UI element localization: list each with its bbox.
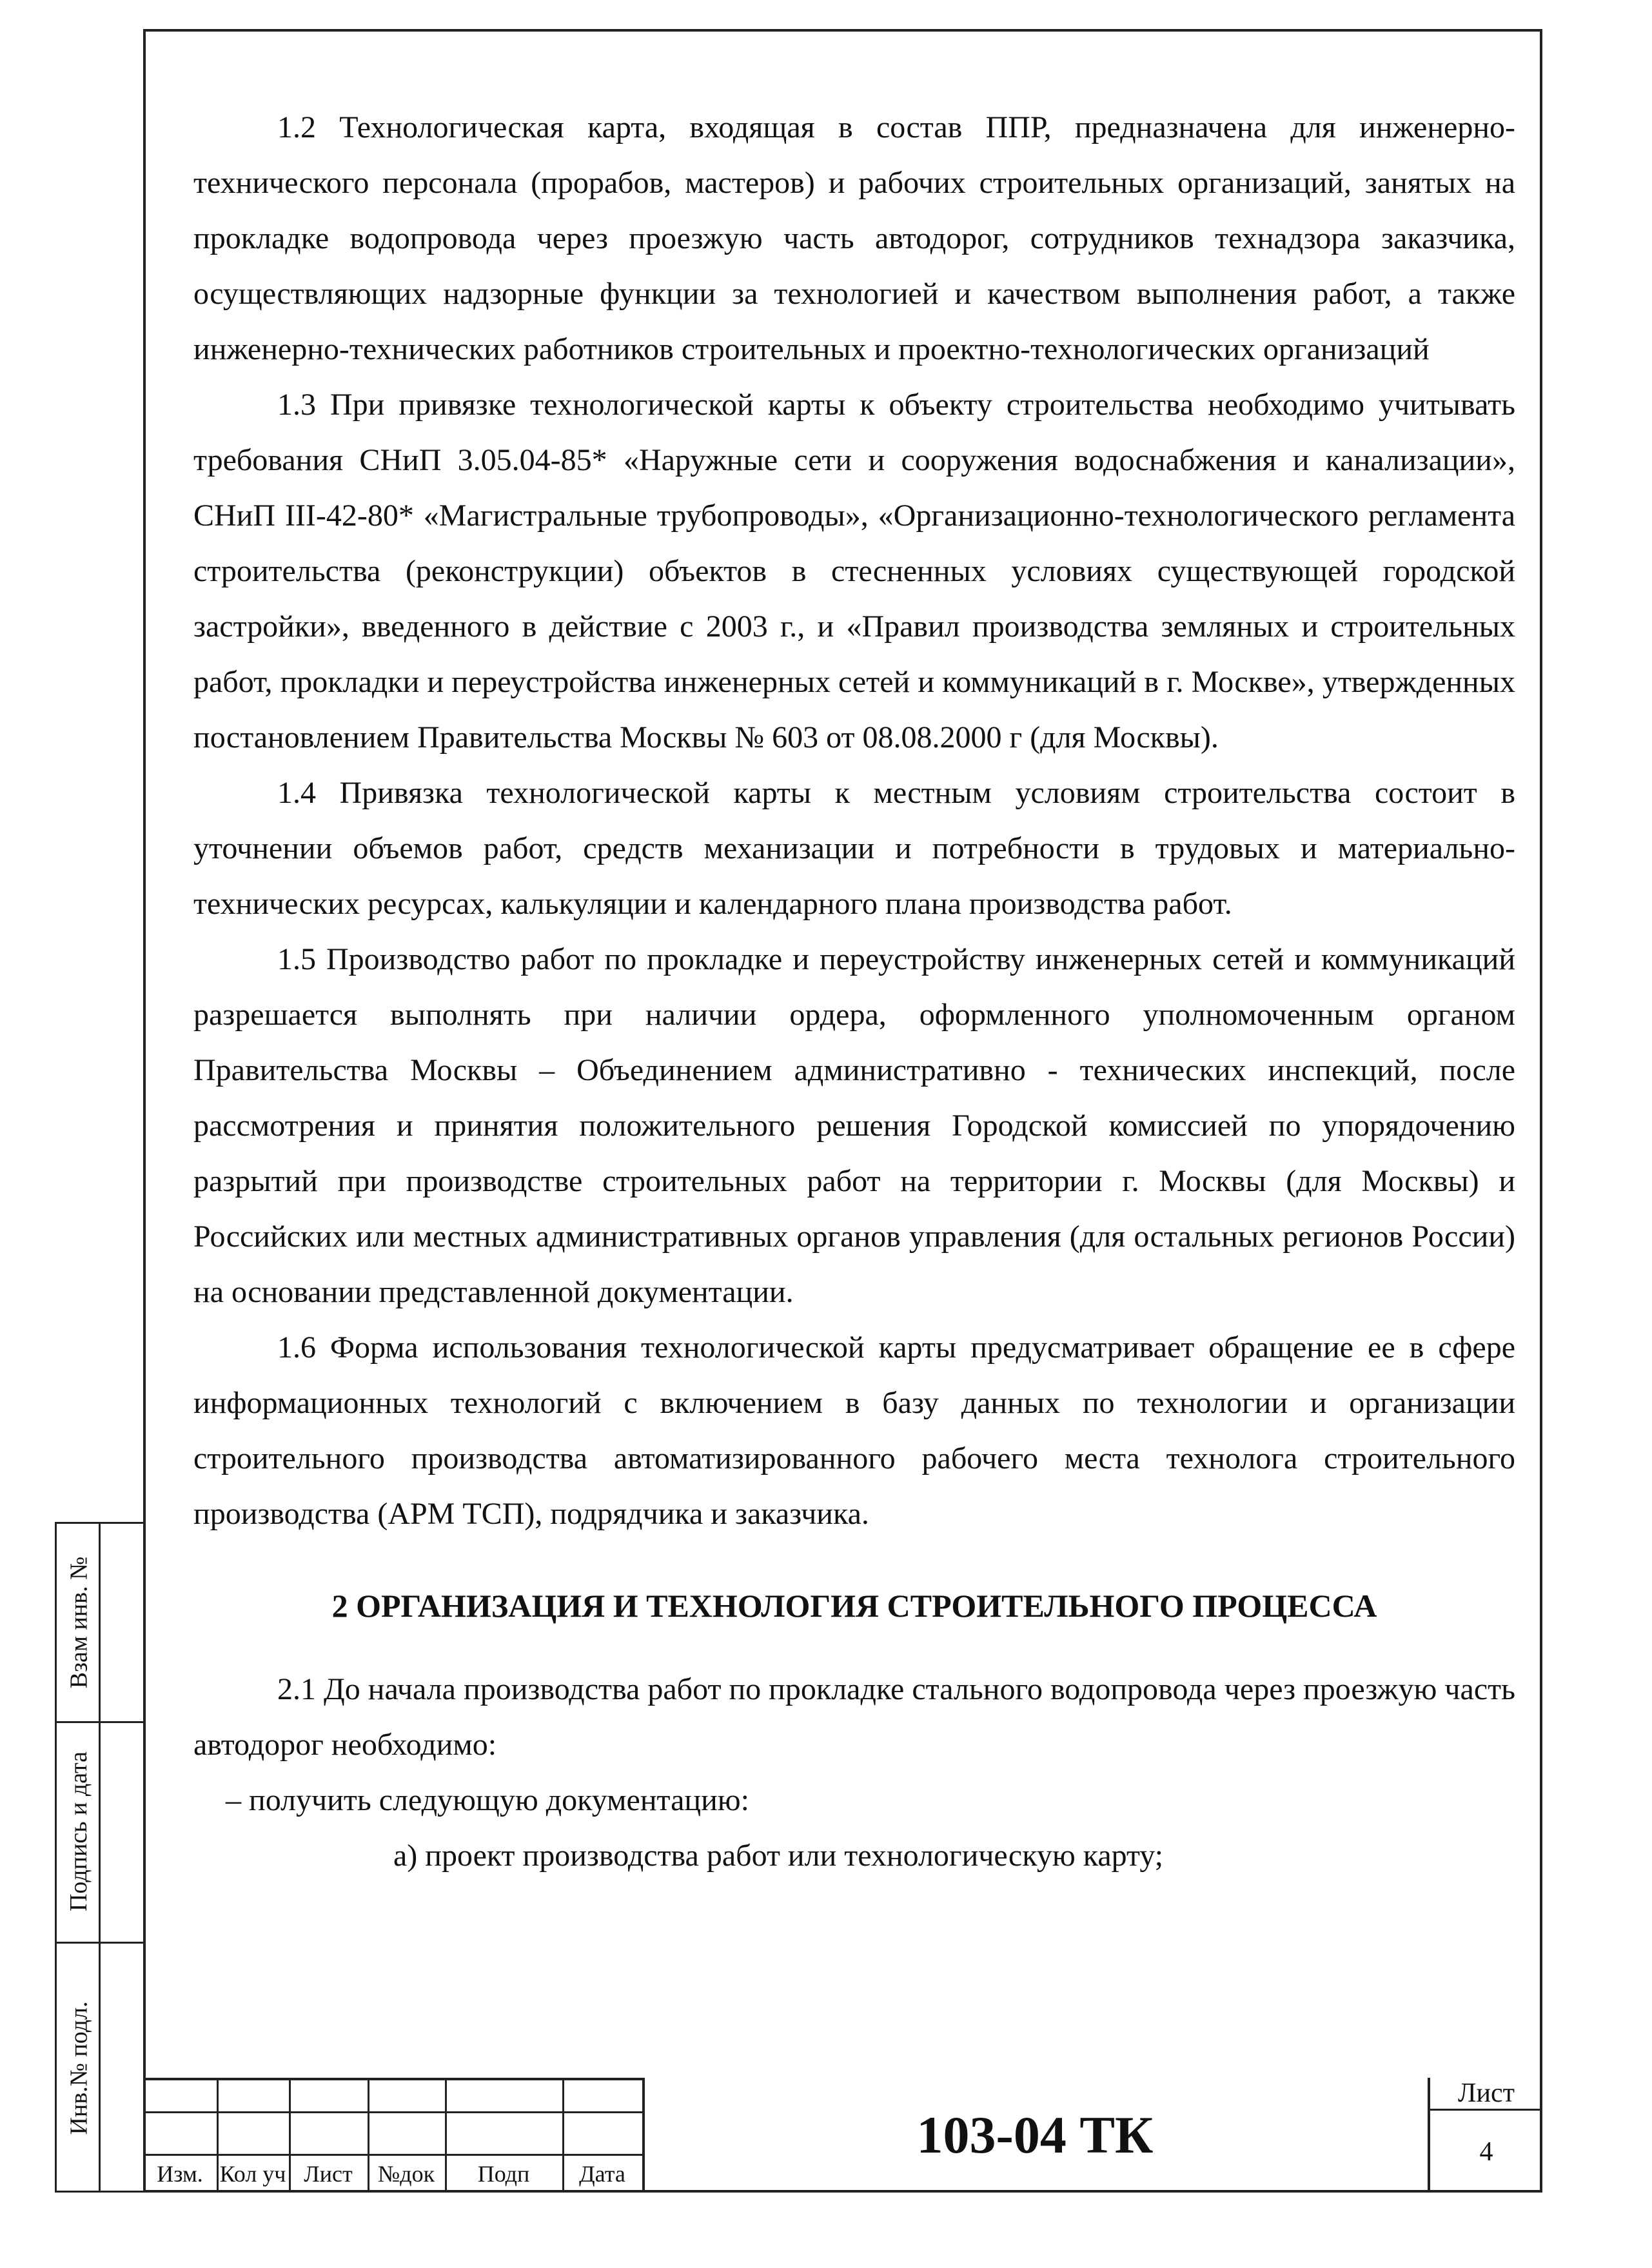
paragraph-2-1: 2.1 До начала производства работ по прокладке стального водопровода через проезжую часть автодорог необходимо: <box>193 1672 1515 1762</box>
section-title: 2 ОРГАНИЗАЦИЯ И ТЕХНОЛОГИЯ СТРОИТЕЛЬНОГО ПРОЦЕССА <box>331 1588 1377 1624</box>
inv-podl-label: Инв.№ подл. <box>65 2001 93 2135</box>
paragraph-1-2: 1.2 Технологическая карта, входящая в состав ППР, предназначена для инженерно-технического персонала (прорабов, мастеров) и рабочих строительных организаций, занятых на прокладке водопровода через проезжую часть автодорог, сотрудников технадзора заказчика, осуществляющих надзорные функции за технологией и качеством выполнения работ, а также инженерно-технических работников строительных и проектно-технологических организаций <box>193 110 1515 366</box>
paragraph-1-4: 1.4 Привязка технологической карты к местным условиям строительства состоит в уточнении объемов работ, средств механизации и потребности в трудовых и материально-технических ресурсах, калькуляции и календарного плана производства работ. <box>193 776 1515 921</box>
paragraph-1-3: 1.3 При привязке технологической карты к объекту строительства необходимо учитывать требования СНиП 3.05.04-85* «Наружные сети и сооружения водоснабжения и канализации», СНиП III-42-80* «Магистральные трубопроводы», «Организационно-технологического регламента строительства (реконструкции) объектов в стесненных условиях существующей городской застройки», введенного в действие с 2003 г., и «Правил производства земляных и строительных работ, прокладки и переустройства инженерных сетей и коммуникаций в г. Москве», утвержденных постановлением Правительства Москвы № 603 от 08.08.2000 г (для Москвы). <box>193 388 1515 754</box>
label-list: Лист <box>304 2161 353 2187</box>
vzam-inv-label: Взам инв. № <box>65 1556 93 1689</box>
label-podp: Подп <box>477 2161 530 2187</box>
label-kol-uch: Кол уч <box>219 2161 286 2187</box>
sheet-label: Лист <box>1430 2078 1542 2111</box>
paragraph-1-5: 1.5 Производство работ по прокладке и переустройству инженерных сетей и коммуникаций разрешается выполнять при наличии ордера, оформленного уполномоченным органом Правительства Москвы – Объединением административно - технических инспекций, после рассмотрения и принятия положительного решения Городской комиссией по упорядочению разрытий при производстве строительных работ на территории г. Москвы (для Москвы) и Российских или местных административных органов управления (для остальных регионов России) на основании представленной документации. <box>193 942 1515 1309</box>
list-item: – получить следующую документацию: <box>226 1783 749 1817</box>
label-izm: Изм. <box>157 2161 203 2187</box>
sheet-number: 4 <box>1479 2136 1493 2167</box>
document-code: 103-04 ТК <box>916 2105 1154 2164</box>
sheet-box <box>1428 2078 1542 2193</box>
paragraph-1-6: 1.6 Форма использования технологической карты предусматривает обращение ее в сфере информационных технологий с включением в базу данных по технологии и организации строительного производства автоматизированного рабочего места технолога строительного производства (АРМ ТСП), подрядчика и заказчика. <box>193 1330 1515 1531</box>
list-sub-item: а) проект производства работ или технологическую карту; <box>393 1839 1164 1873</box>
podpis-data-label: Подпись и дата <box>65 1751 93 1912</box>
title-block <box>143 2078 1542 2193</box>
label-ndok: №док <box>377 2161 435 2187</box>
document-body <box>193 100 1515 1884</box>
revision-grid <box>143 2078 645 2193</box>
side-stamp <box>55 1522 143 2193</box>
label-data: Дата <box>579 2161 625 2187</box>
